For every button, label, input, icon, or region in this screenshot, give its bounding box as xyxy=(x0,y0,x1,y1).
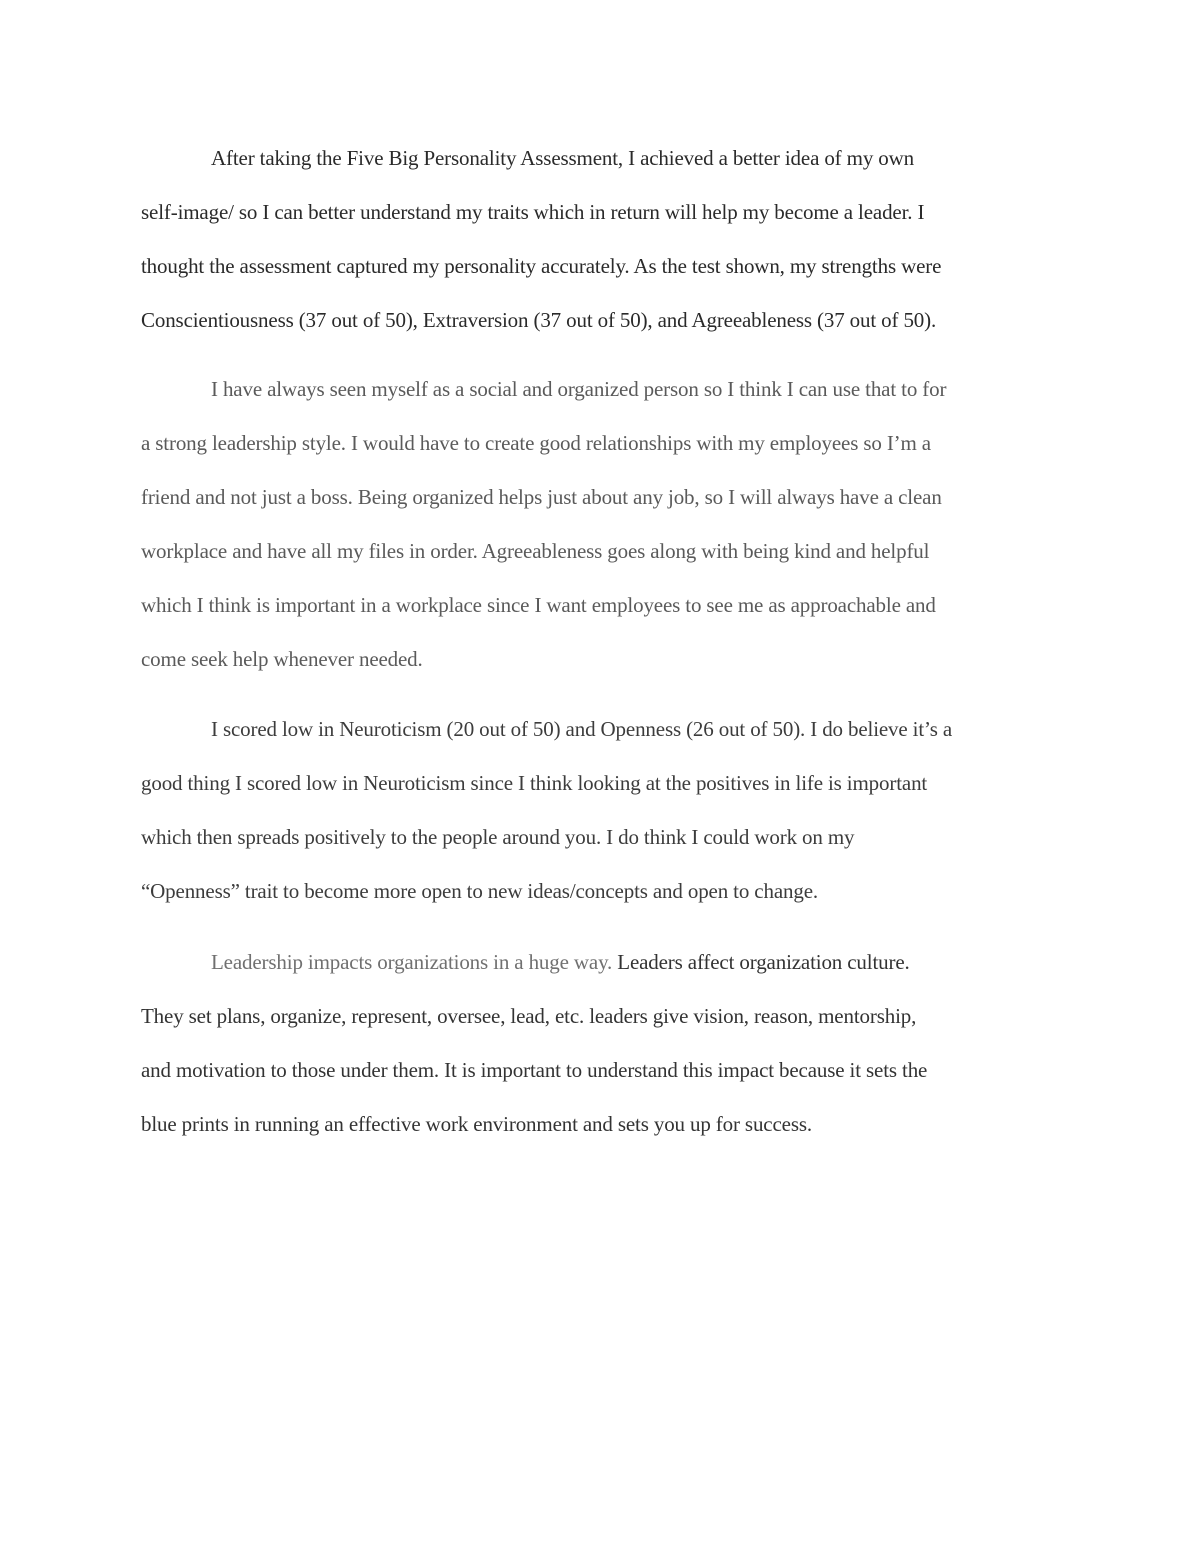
paragraph-1-line-3: thought the assessment captured my personality accurately. As the test shown, my strengths were xyxy=(141,254,942,278)
paragraph-4-lead-text: Leadership impacts organizations in a huge way. xyxy=(211,950,613,974)
paragraph-4-line-3: and motivation to those under them. It is important to understand this impact because it sets the xyxy=(141,1058,928,1082)
paragraph-4-rest-text: Leaders affect organization culture. xyxy=(612,950,910,974)
paragraph-1-line-4: Conscientiousness (37 out of 50), Extraversion (37 out of 50), and Agreeableness (37 out of 50). xyxy=(141,308,937,332)
paragraph-4-line-1 xyxy=(211,948,910,976)
paragraph-2-line-2: a strong leadership style. I would have to create good relationships with my employees so I’m a xyxy=(141,431,931,455)
paragraph-3-line-4: “Openness” trait to become more open to new ideas/concepts and open to change. xyxy=(141,879,818,903)
paragraph-2-line-5: which I think is important in a workplace since I want employees to see me as approachable and xyxy=(141,593,936,617)
paragraph-3-line-3: which then spreads positively to the people around you. I do think I could work on my xyxy=(141,825,855,849)
paragraph-2-line-4: workplace and have all my files in order. Agreeableness goes along with being kind and helpful xyxy=(141,539,930,563)
paragraph-1-line-2: self-image/ so I can better understand my traits which in return will help my become a leader. I xyxy=(141,200,925,224)
paragraph-4-line-4: blue prints in running an effective work environment and sets you up for success. xyxy=(141,1112,812,1136)
paragraph-3-line-1: I scored low in Neuroticism (20 out of 50) and Openness (26 out of 50). I do believe it’s a xyxy=(211,717,953,741)
paragraph-2-line-6: come seek help whenever needed. xyxy=(141,647,423,671)
paragraph-3-line-2: good thing I scored low in Neuroticism since I think looking at the positives in life is important xyxy=(141,771,928,795)
paragraph-4-line-2: They set plans, organize, represent, oversee, lead, etc. leaders give vision, reason, mentorship, xyxy=(141,1004,917,1028)
paragraph-2-line-3: friend and not just a boss. Being organized helps just about any job, so I will always have a clean xyxy=(141,485,942,509)
paragraph-2-line-1: I have always seen myself as a social and organized person so I think I can use that to for xyxy=(211,377,947,401)
paragraph-1-line-1: After taking the Five Big Personality Assessment, I achieved a better idea of my own xyxy=(211,146,914,170)
